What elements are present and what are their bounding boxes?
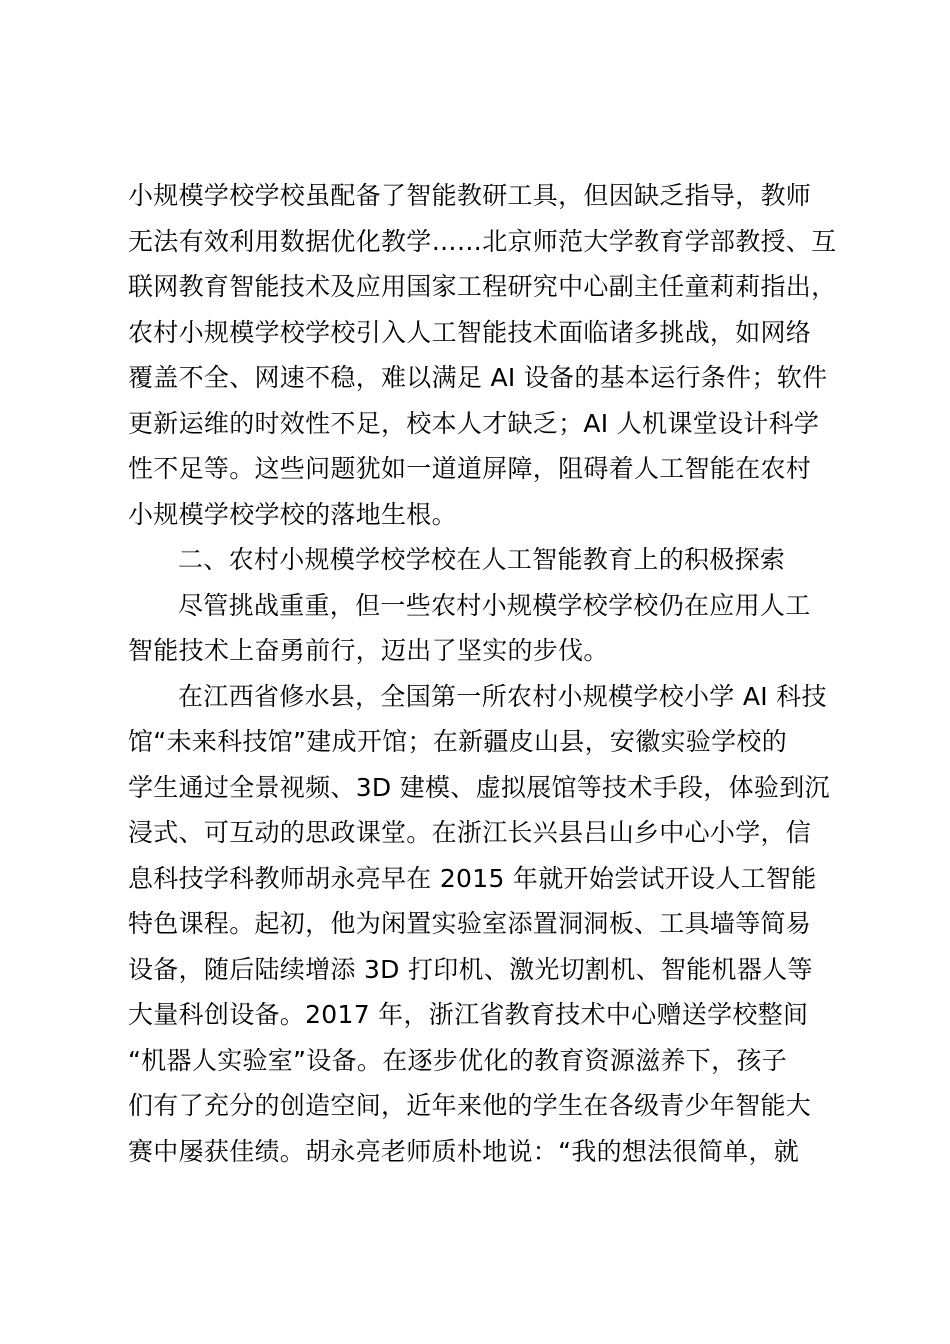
text-line: 浸式、可互动的思政课堂。在浙江长兴县吕山乡中心小学，信 [128,818,812,847]
text-line: 学生通过全景视频、3D 建模、虚拟展馆等技术手段，体验到沉 [128,772,830,802]
text-line: 农村小规模学校学校引入人工智能技术面临诸多挑战，如网络 [128,317,812,347]
text-line: 息科技学科教师胡永亮早在 2015 年就开始尝试开设人工智能 [128,863,817,893]
text-line: 小规模学校学校的落地生根。 [128,499,457,529]
text-line: 更新运维的时效性不足，校本人才缺乏；AI 人机课堂设计科学 [128,408,820,438]
text-line: 在江西省修水县，全国第一所农村小规模学校小学 AI 科技 [178,681,827,711]
text-line: 大量科创设备。2017 年，浙江省教育技术中心赠送学校整间 [128,1000,809,1029]
text-line: 特色课程。起初，他为闲置实验室添置洞洞板、工具墙等简易 [128,909,812,938]
document-body [128,173,838,1174]
text-line: 联网教育智能技术及应用国家工程研究中心副主任童莉莉指出， [128,272,837,301]
text-line: 赛中屡获佳绩。胡永亮老师质朴地说：“我的想法很简单，就 [128,1136,800,1166]
text-line: 智能技术上奋勇前行，迈出了坚实的步伐。 [128,636,609,665]
text-line: 无法有效利用数据优化教学……北京师范大学教育学部教授、互 [128,226,837,256]
text-line: 覆盖不全、网速不稳，难以满足 AI 设备的基本运行条件；软件 [128,363,828,392]
text-line: 小规模学校学校虽配备了智能教研工具，但因缺乏指导，教师 [128,181,812,210]
text-line: 设备，随后陆续增添 3D 打印机、激光切割机、智能机器人等 [128,954,813,984]
paragraph-intro [128,583,838,674]
paragraph-examples [128,674,838,1175]
text-line: 馆“未来科技馆”建成开馆；在新疆皮山县，安徽实验学校的 [128,727,788,756]
section-heading: 二、农村小规模学校学校在人工智能教育上的积极探索 [178,545,786,574]
text-line: 们有了充分的创造空间，近年来他的学生在各级青少年智能大 [128,1091,812,1120]
paragraph-challenges [128,173,838,537]
text-line: 尽管挑战重重，但一些农村小规模学校学校仍在应用人工 [178,590,811,620]
text-line: 性不足等。这些问题犹如一道道屏障，阻碍着人工智能在农村 [128,454,812,483]
text-line: “机器人实验室”设备。在逐步优化的教育资源滋养下，孩子 [128,1045,788,1075]
